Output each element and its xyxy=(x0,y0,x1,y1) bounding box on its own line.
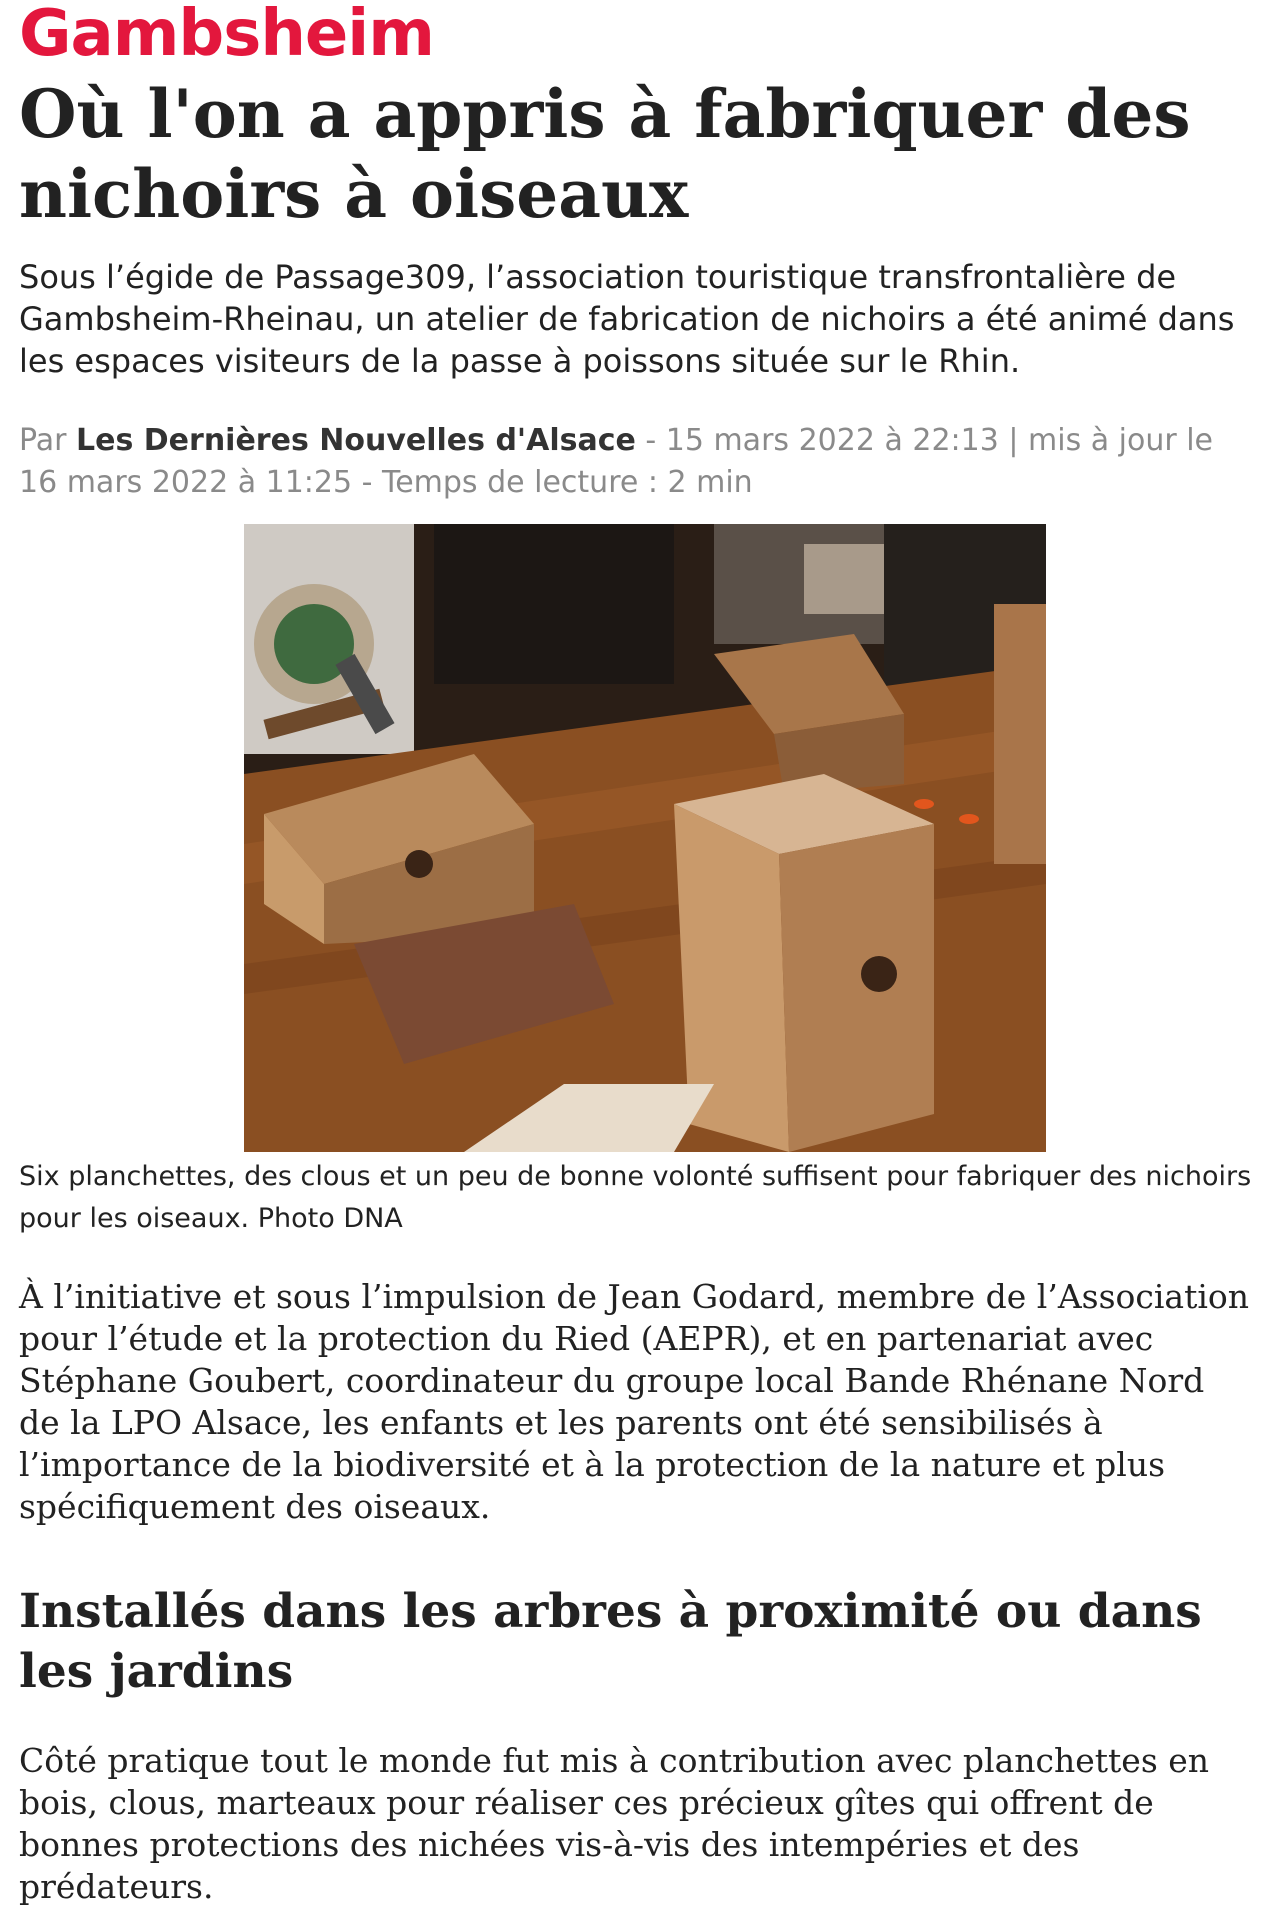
paragraph-1: À l’initiative et sous l’impulsion de Jean Godard, membre de l’Association pour l’étude et la protection du Ried (AEPR), et en partenariat avec Stéphane Goubert, coordinateur du groupe local Bande Rhénane Nord de la LPO Alsace, les enfants et les parents ont été sensibilisés à l’importance de la biodiversité et à la protection de la nature et plus spécifiquement des oiseaux. xyxy=(19,1277,1250,1526)
section-subheading: Installés dans les arbres à proximité ou dans les jardins xyxy=(19,1584,1202,1699)
paragraph-2: Côté pratique tout le monde fut mis à contribution avec planchettes en bois, clous, marteaux pour réaliser ces précieux gîtes qui offrent de bonnes protections des nichées vis-à-vis des intempéries et des prédateurs. xyxy=(19,1741,1210,1906)
article-photo[interactable] xyxy=(244,524,1046,1152)
byline-source[interactable]: Les Dernières Nouvelles d'Alsace xyxy=(76,423,636,458)
byline xyxy=(19,420,1255,504)
photo-caption: Six planchettes, des clous et un peu de bonne volonté suffisent pour fabriquer des nichoirs pour les oiseaux. Photo DNA xyxy=(19,1161,1252,1234)
city-tag[interactable]: Gambsheim xyxy=(19,0,434,71)
byline-prefix: Par xyxy=(19,423,67,458)
byline-meta: - 15 mars 2022 à 22:13 | mis à jour le 16 mars 2022 à 11:25 - Temps de lecture : 2 min xyxy=(19,423,1214,500)
article-title: Où l'on a appris à fabriquer des nichoirs à oiseaux xyxy=(19,75,1191,233)
article-chapeau: Sous l’égide de Passage309, l’association touristique transfrontalière de Gambsheim-Rheinau, un atelier de fabrication de nichoirs a été animé dans les espaces visiteurs de la passe à poissons située sur le Rhin. xyxy=(19,258,1235,380)
article-page xyxy=(0,2,1275,1908)
article-figure xyxy=(19,524,1255,1240)
